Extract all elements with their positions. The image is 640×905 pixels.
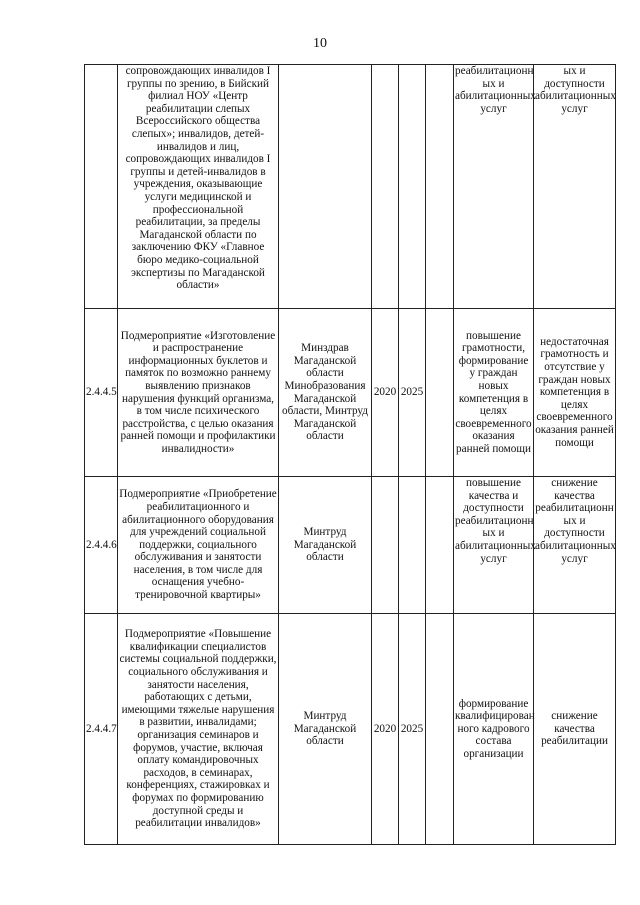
measures-table (84, 64, 616, 845)
cell-year-end: 2025 (399, 309, 426, 477)
cell-consequence: снижение качества реабилитации (534, 614, 616, 845)
cell-expected-result: формирование квалифицирован ного кадрового состава организации (454, 614, 534, 845)
cell-expected-result: повышение качества и доступности реабилитационн ых и абилитационных услуг (454, 477, 534, 614)
cell-expected-result: повышение грамотности, формирование у граждан новых компетенция в целях своевременного оказания ранней помощи (454, 309, 534, 477)
cell-year-start: 2020 (372, 309, 399, 477)
cell-measure-name: сопровождающих инвалидов I группы по зрению, в Бийский филиал НОУ «Центр реабилитации слепых Всероссийского общества слепых»; инвалидов, детей-инвалидов и лиц, сопровождающих инвалидов I группы и детей-инвалидов в учреждения, оказывающие услуги медицинской и профессиональной реабилитации, за пределы Магаданской области по заключению ФКУ «Главное бюро медико-социальной экспертизы по Магаданской области» (118, 65, 279, 309)
cell-year-start (372, 65, 399, 309)
cell-executor: Минтруд Магаданской области (279, 477, 372, 614)
cell-empty (426, 477, 454, 614)
cell-measure-name: Подмероприятие «Приобретение реабилитационного и абилитационного оборудования для учреждений социальной поддержки, социального обслуживания и занятости населения, в том числе для оснащения учебно-тренировочной квартиры» (118, 477, 279, 614)
cell-executor: Минздрав Магаданской области Минобразования Магаданской области, Минтруд Магаданской области (279, 309, 372, 477)
cell-executor (279, 65, 372, 309)
cell-number: 2.4.4.5 (85, 309, 118, 477)
cell-measure-name: Подмероприятие «Повышение квалификации специалистов системы социальной поддержки, социального обслуживания и занятости населения, работающих с детьми, имеющими тяжелые нарушения в развитии, инвалидами; организация семинаров и форумов, участие, включая оплату командировочных расходов, в семинарах, конференциях, стажировках и форумах по формированию доступной среды и реабилитации инвалидов» (118, 614, 279, 845)
table-row (85, 477, 616, 614)
cell-executor: Минтруд Магаданской области (279, 614, 372, 845)
cell-year-end (399, 477, 426, 614)
cell-year-end: 2025 (399, 614, 426, 845)
cell-measure-name: Подмероприятие «Изготовление и распространение информационных буклетов и памяток по возможно раннему выявлению признаков нарушения функций организма, в том числе психического расстройства, с целью оказания ранней помощи и профилактики инвалидности» (118, 309, 279, 477)
cell-empty (426, 309, 454, 477)
cell-year-start (372, 477, 399, 614)
cell-expected-result: реабилитационн ых и абилитационных услуг (454, 65, 534, 309)
page-number: 10 (313, 36, 327, 51)
table-row (85, 309, 616, 477)
cell-year-start: 2020 (372, 614, 399, 845)
cell-number: 2.4.4.6 (85, 477, 118, 614)
table-row (85, 614, 616, 845)
cell-empty (426, 614, 454, 845)
cell-empty (426, 65, 454, 309)
cell-consequence: ых и доступности абилитационных услуг (534, 65, 616, 309)
cell-year-end (399, 65, 426, 309)
cell-consequence: недостаточная грамотность и отсутствие у граждан новых компетенция в целях своевременного оказания ранней помощи (534, 309, 616, 477)
table-row (85, 65, 616, 309)
cell-number: 2.4.4.7 (85, 614, 118, 845)
cell-number (85, 65, 118, 309)
cell-consequence: снижение качества реабилитационн ых и доступности абилитационных услуг (534, 477, 616, 614)
